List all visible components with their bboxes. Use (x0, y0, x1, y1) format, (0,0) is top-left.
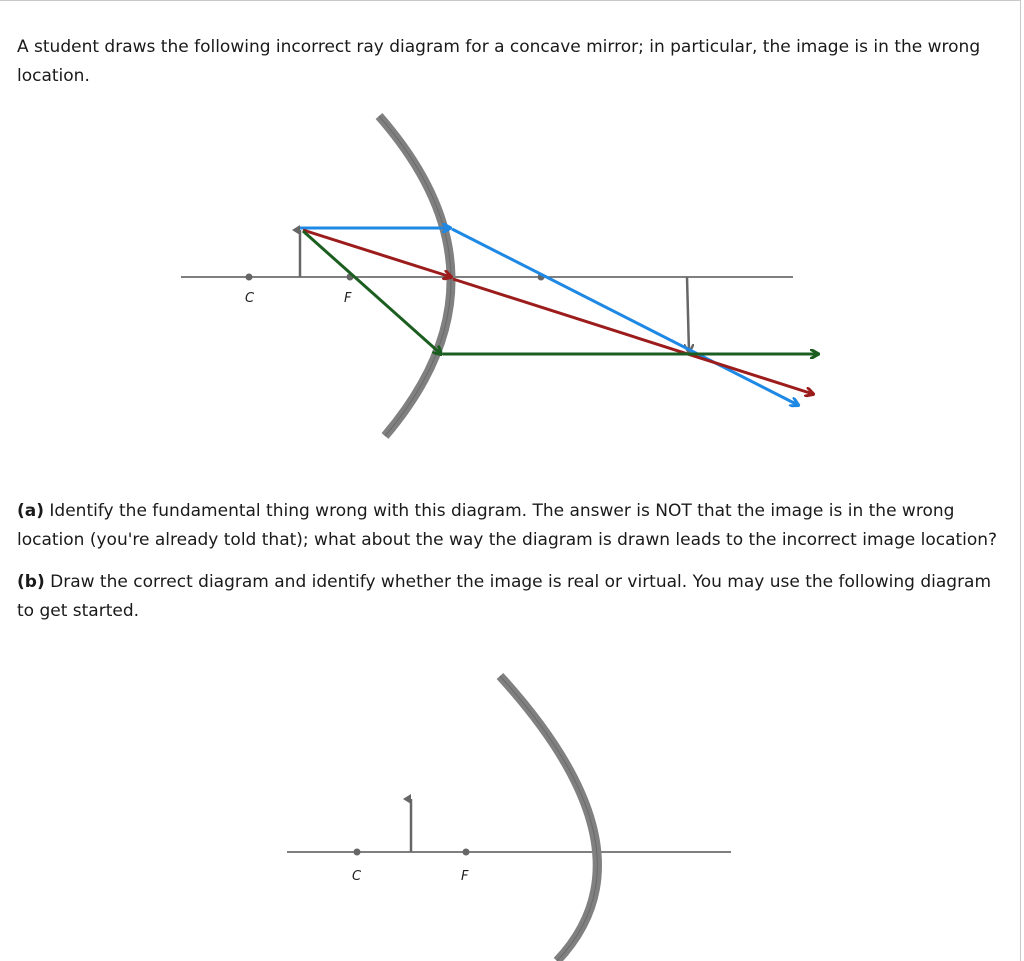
starter-focal-point (463, 849, 470, 856)
part-b-text: Draw the correct diagram and identify whether the image is real or virtual. You may use the following diagram to get started. (17, 572, 992, 621)
label-c: C (245, 291, 255, 306)
intro-text: A student draws the following incorrect ray diagram for a concave mirror; in particular, the image is in the wrong location. (17, 37, 981, 86)
part-a-label: (a) (17, 501, 45, 521)
starter-concave-mirror (500, 676, 597, 961)
starter-center-point (354, 849, 361, 856)
part-a-text: Identify the fundamental thing wrong with this diagram. The answer is NOT that the image is in the wrong location (you're already told that); what about the way the diagram is drawn leads to the incorrect image location? (17, 501, 998, 550)
starter-label-f: F (461, 869, 469, 884)
part-b-label: (b) (17, 572, 45, 592)
starter-label-c: C (352, 869, 362, 884)
label-f: F (344, 291, 352, 306)
